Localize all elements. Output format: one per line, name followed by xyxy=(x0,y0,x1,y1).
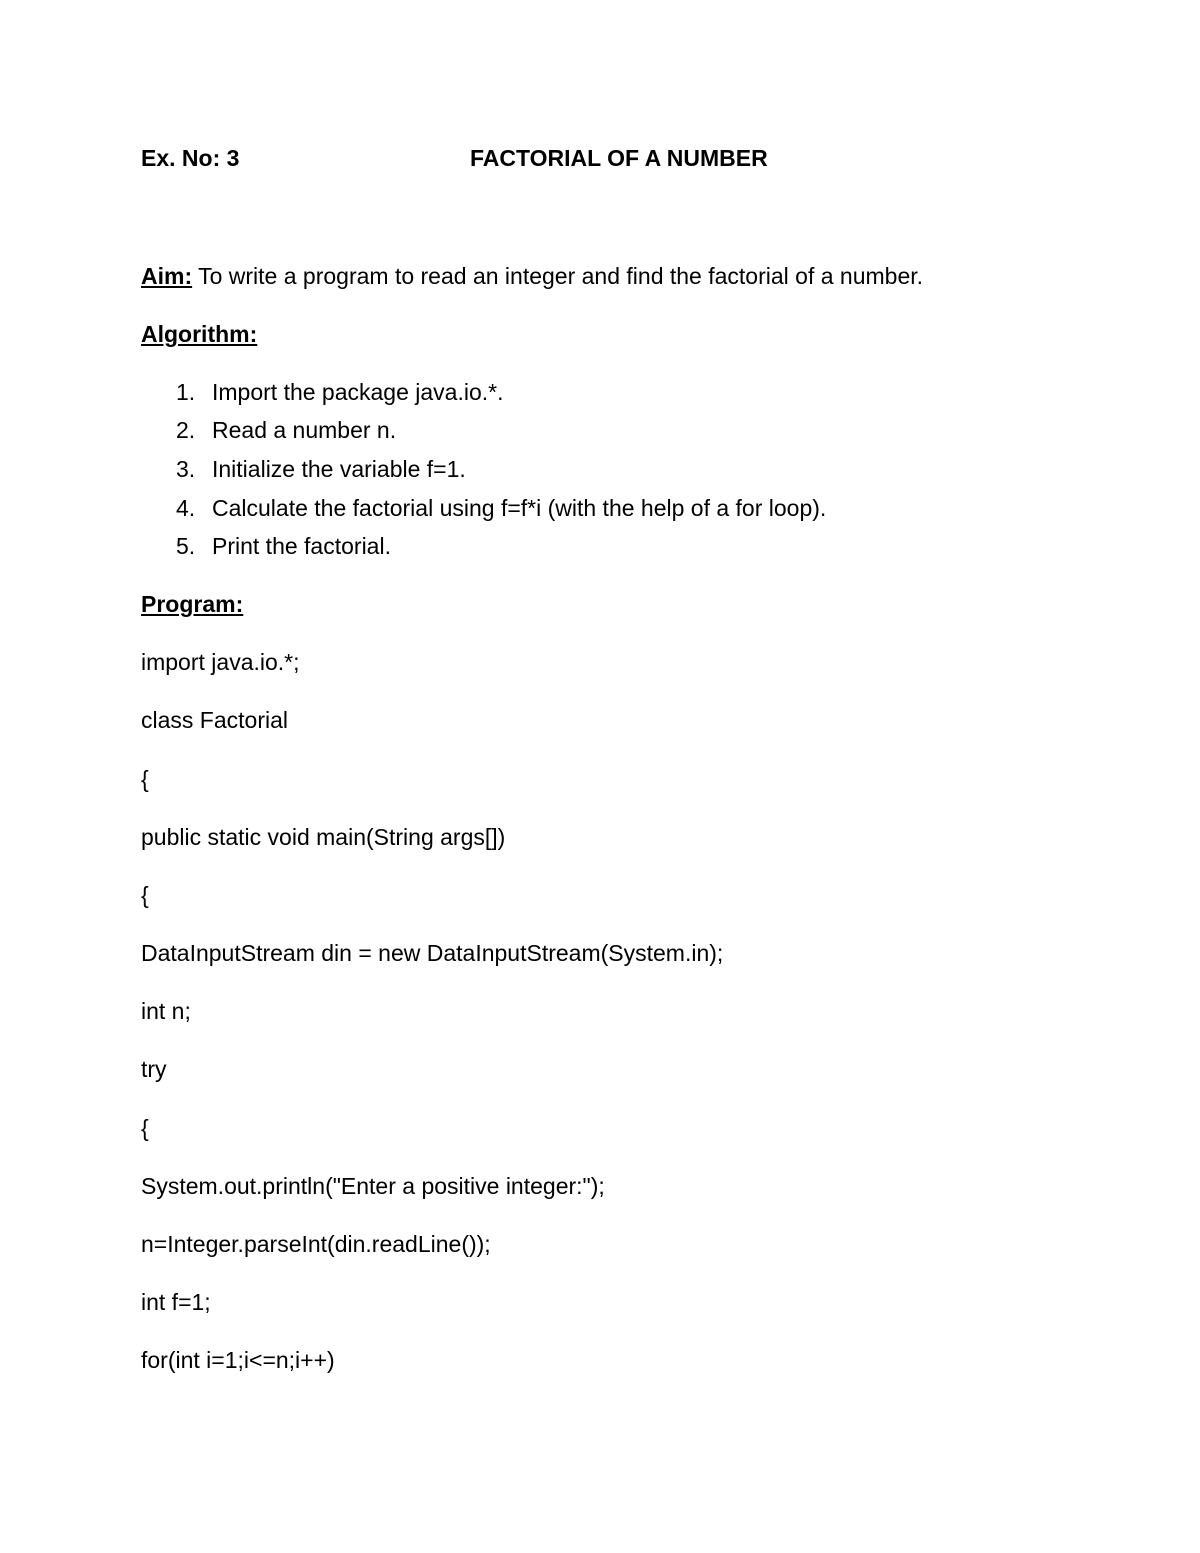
step-number: 5. xyxy=(176,533,196,559)
code-line: { xyxy=(141,766,149,792)
algorithm-heading: Algorithm: xyxy=(141,321,258,347)
code-line: n=Integer.parseInt(din.readLine()); xyxy=(141,1231,491,1257)
code-line: { xyxy=(141,1115,149,1141)
code-line: DataInputStream din = new DataInputStream(System.in); xyxy=(141,940,724,966)
aim-paragraph xyxy=(141,262,923,290)
code-line: System.out.println("Enter a positive integer:"); xyxy=(141,1173,605,1199)
code-line: try xyxy=(141,1056,167,1082)
code-line: int n; xyxy=(141,998,191,1024)
code-line: import java.io.*; xyxy=(141,649,300,675)
algorithm-step xyxy=(176,455,466,483)
document-title: FACTORIAL OF A NUMBER xyxy=(470,145,768,171)
algorithm-step xyxy=(176,378,504,406)
code-line: { xyxy=(141,882,149,908)
step-number: 1. xyxy=(176,379,196,405)
exercise-number: Ex. No: 3 xyxy=(141,145,240,171)
code-line: class Factorial xyxy=(141,707,288,733)
step-text: Calculate the factorial using f=f*i (with the help of a for loop). xyxy=(212,495,827,521)
step-text: Import the package java.io.*. xyxy=(212,379,504,405)
aim-label: Aim: xyxy=(141,263,193,289)
step-number: 4. xyxy=(176,495,196,521)
algorithm-step xyxy=(176,416,396,444)
code-line: public static void main(String args[]) xyxy=(141,824,506,850)
step-text: Read a number n. xyxy=(212,417,397,443)
code-line: for(int i=1;i<=n;i++) xyxy=(141,1347,335,1373)
step-number: 2. xyxy=(176,417,196,443)
code-line: int f=1; xyxy=(141,1289,211,1315)
aim-text: To write a program to read an integer and find the factorial of a number. xyxy=(192,263,924,289)
step-text: Print the factorial. xyxy=(212,533,391,559)
algorithm-step xyxy=(176,494,826,522)
program-heading: Program: xyxy=(141,591,244,617)
step-number: 3. xyxy=(176,456,196,482)
algorithm-step xyxy=(176,532,391,560)
step-text: Initialize the variable f=1. xyxy=(212,456,466,482)
